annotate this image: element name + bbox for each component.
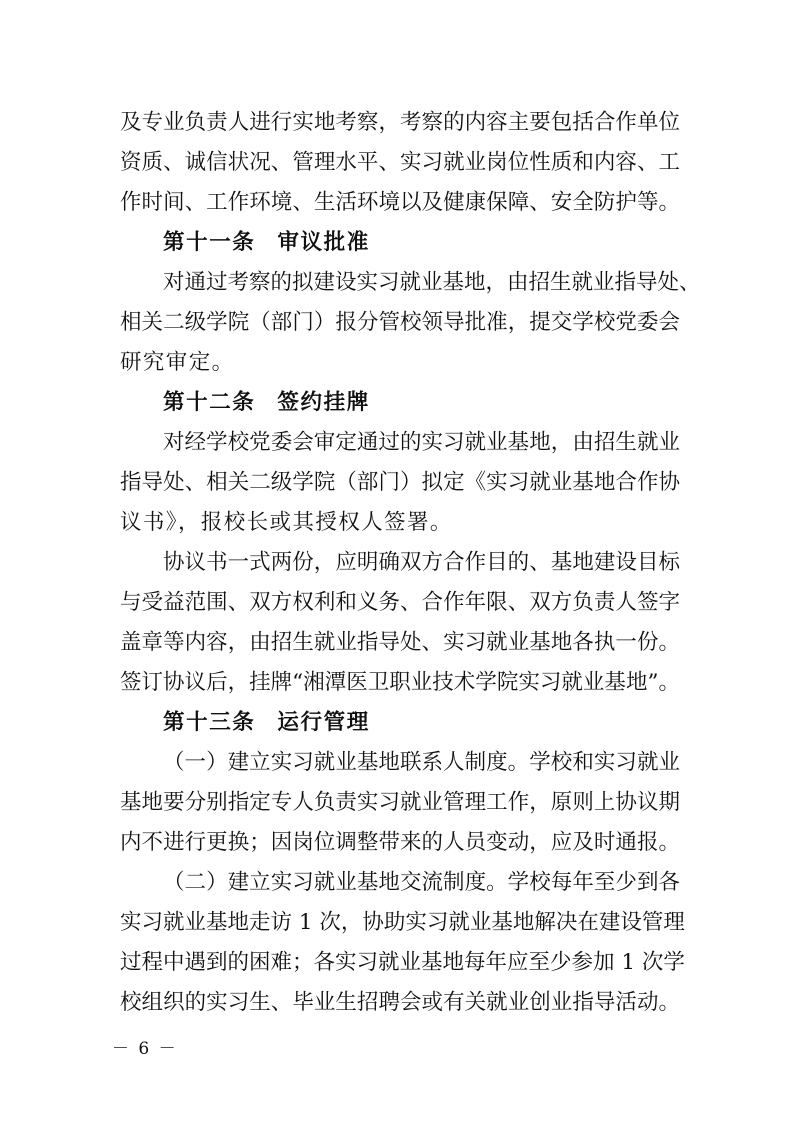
body-line: 相关二级学院（部门）报分管校领导批准，提交学校党委会 bbox=[120, 310, 680, 335]
body-line: 与受益范围、双方权利和义务、合作年限、双方负责人签字 bbox=[120, 590, 680, 615]
body-line: 盖章等内容，由招生就业指导处、实习就业基地各执一份。 bbox=[120, 630, 680, 655]
page-number: － 6 － bbox=[112, 1039, 178, 1059]
article-heading-12 bbox=[163, 383, 680, 423]
article-title: 签约挂牌 bbox=[277, 390, 370, 415]
body-line: 协议书一式两份，应明确双方合作目的、基地建设目标 bbox=[163, 550, 680, 575]
body-line: 实习就业基地走访 1 次，协助实习就业基地解决在建设管理 bbox=[120, 910, 685, 935]
article-number: 第十二条 bbox=[163, 390, 256, 415]
body-line: 签订协议后，挂牌“湘潭医卫职业技术学院实习就业基地”。 bbox=[120, 670, 680, 695]
body-line: （一）建立实习就业基地联系人制度。学校和实习就业 bbox=[163, 750, 680, 775]
body-line: 作时间、工作环境、生活环境以及健康保障、安全防护等。 bbox=[120, 190, 680, 215]
body-line: 基地要分别指定专人负责实习就业管理工作，原则上协议期 bbox=[120, 790, 680, 815]
body-line: 对经学校党委会审定通过的实习就业基地，由招生就业 bbox=[163, 430, 680, 455]
body-line: 及专业负责人进行实地考察，考察的内容主要包括合作单位 bbox=[120, 110, 680, 135]
body-line: 校组织的实习生、毕业生招聘会或有关就业创业指导活动。 bbox=[120, 990, 680, 1015]
article-title: 审议批准 bbox=[277, 230, 370, 255]
body-line: 过程中遇到的困难；各实习就业基地每年应至少参加 1 次学 bbox=[120, 950, 685, 975]
article-title: 运行管理 bbox=[277, 710, 370, 735]
article-heading-11 bbox=[163, 223, 680, 263]
body-line: （二）建立实习就业基地交流制度。学校每年至少到各 bbox=[163, 870, 680, 895]
article-number: 第十三条 bbox=[163, 710, 256, 735]
body-line: 资质、诚信状况、管理水平、实习就业岗位性质和内容、工 bbox=[120, 150, 680, 175]
body-line: 指导处、相关二级学院（部门）拟定《实习就业基地合作协 bbox=[120, 470, 680, 495]
article-number: 第十一条 bbox=[163, 230, 256, 255]
body-line: 研究审定。 bbox=[120, 350, 235, 375]
article-heading-13 bbox=[163, 703, 680, 743]
body-line: 议书》，报校长或其授权人签署。 bbox=[120, 510, 453, 535]
body-line: 内不进行更换；因岗位调整带来的人员变动，应及时通报。 bbox=[120, 830, 680, 855]
body-line: 对通过考察的拟建设实习就业基地，由招生就业指导处、 bbox=[163, 270, 701, 295]
